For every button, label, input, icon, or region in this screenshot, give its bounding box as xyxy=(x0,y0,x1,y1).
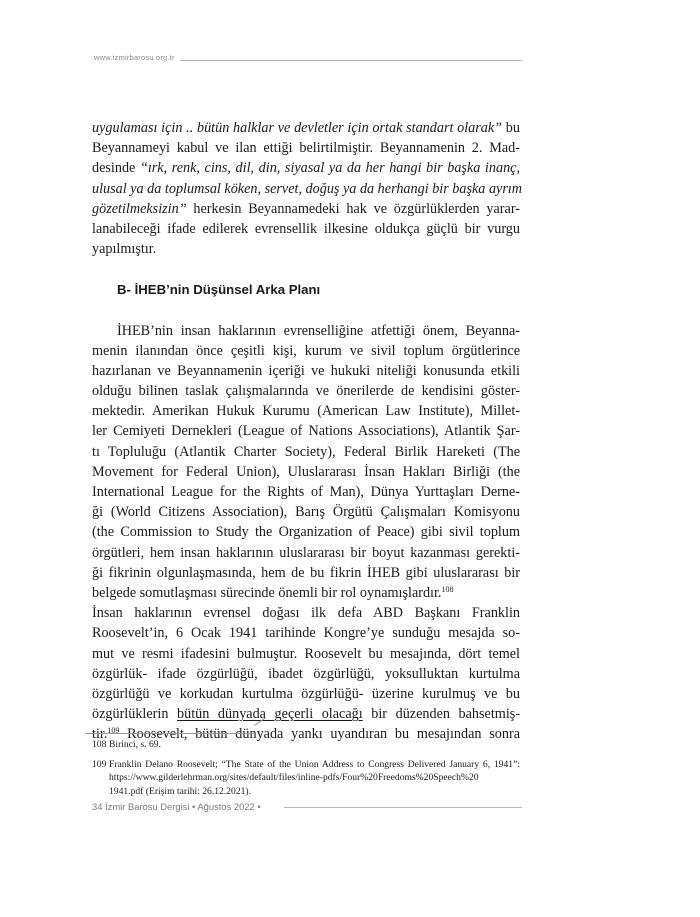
paragraph-line: yapılmıştır. xyxy=(92,241,157,258)
footnote-number: 109 xyxy=(92,758,107,770)
body-text: desinde xyxy=(92,160,140,177)
paragraph-line: Roosevelt’in, 6 Ocak 1941 tarihinde Kongre’ye sunduğu mesajda so- xyxy=(92,625,520,642)
body-text: özgürlüklerin xyxy=(92,706,178,723)
footer-page-info: 34 İzmir Barosu Dergisi • Ağustos 2022 • xyxy=(92,801,261,812)
paragraph-line xyxy=(92,118,520,138)
body-text: bu xyxy=(502,120,520,136)
paragraph-line xyxy=(92,199,520,219)
section-heading: B- İHEB’nin Düşünsel Arka Planı xyxy=(117,282,321,298)
paragraph-line: özgürlük- ifade özgürlüğü, ibadet özgürlüğü, yoksulluktan kurtulma xyxy=(92,665,520,682)
paragraph-1 xyxy=(92,118,523,259)
quote-text: gözetilmeksizin” xyxy=(92,200,187,217)
header-url: www.izmirbarosu.org.tr xyxy=(94,53,175,62)
underlined-text: bütün dünyada geçerli olacağı xyxy=(177,706,363,723)
footnote-separator xyxy=(86,724,270,734)
header-rule xyxy=(180,60,522,61)
body-text: herkesin Beyannamedeki hak ve özgürlüklerden yarar- xyxy=(186,200,520,217)
footnote-ref[interactable]: 108 xyxy=(441,584,454,594)
paragraph-line: mut ve resmi ifadesini bulmuştur. Roosevelt bu mesajında, dört temel xyxy=(92,645,520,662)
paragraph-line: ği fikrinin olgunlaşmasında, hem de bu fikrin İHEB gibi uluslararası bir xyxy=(92,564,520,581)
paragraph-line: Beyannameyi kabul ve ilan ettiği belirtilmiştir. Beyannamenin 2. Mad- xyxy=(92,140,520,157)
footnote-url[interactable]: https://www.gilderlehrman.org/sites/default/files/inline-pdfs/Four%20Freedoms%20Speech%20 xyxy=(109,772,479,783)
body-text: Roosevelt, bütün dünyada yankı uyandıran bu mesajından sonra xyxy=(119,726,520,743)
body-text: bir düzenden bahsetmiş- xyxy=(362,706,521,723)
body-text: belgede somutlaşması sürecinde önemli bir rol oynamışlardır. xyxy=(92,584,442,601)
quote-text: “ırk, renk, cins, dil, din, siyasal ya da her hangi bir başka inanç, xyxy=(139,160,521,177)
paragraph-line: İHEB’nin insan haklarının evrenselliğine atfettiği önem, Beyanna- xyxy=(117,322,520,339)
paragraph-line xyxy=(92,704,520,724)
footnote-text: Franklin Delano Roosevelt; “The State of the Union Address to Congress Delivered January 6, 1941”: xyxy=(109,758,520,770)
paragraph-line: hazırlanan ve Beyannamenin içeriği ve hukuki niteliği konusunda etkili xyxy=(92,362,520,379)
paragraph-line: İnsan haklarının evrensel doğası ilk defa ABD Başkanı Franklin xyxy=(92,605,520,622)
body-text: tir. xyxy=(92,726,108,743)
footnote-text: Birinci, s. 69. xyxy=(109,739,161,750)
paragraph-2 xyxy=(92,321,520,604)
paragraph-line: olduğu bilinen taslak çalışmalarında ve önerilerde de kendisini göster- xyxy=(92,383,520,400)
footer-rule xyxy=(284,807,522,808)
article-body xyxy=(92,118,523,744)
paragraph-line xyxy=(92,583,520,603)
paragraph-line: örgütleri, hem insan haklarının uluslararası bir boyut kazanması gerekti- xyxy=(92,544,520,561)
running-header xyxy=(94,53,522,67)
paragraph-line: özgürlüğü ve korkudan kurtulma özgürlüğü- üzerine kurulmuş ve bu xyxy=(92,685,520,702)
paragraph-line: menin ilanından önce çeşitli kişi, kurum ve sivil toplum örgütlerince xyxy=(92,342,520,359)
quote-text: uygulaması için .. bütün halklar ve devletler için ortak standart olarak” xyxy=(92,120,503,136)
paragraph-line: tı Topluluğu (Atlantik Charter Society), Federal Birlik Hareketi (The xyxy=(92,443,520,460)
footnote-ref[interactable]: 109 xyxy=(107,726,120,736)
footnotes xyxy=(92,738,520,798)
footnote-text: 1941.pdf (Erişim tarihi: 26.12.2021). xyxy=(109,785,252,797)
paragraph-line: ulusal ya da toplumsal köken, servet, doğuş ya da herhangi bir başka ayrım xyxy=(92,180,523,197)
paragraph-line: lanabileceği ifade edilerek evrensellik ilkesine oldukça güçlü bir vurgu xyxy=(92,220,520,237)
footnote-109 xyxy=(92,758,520,799)
paragraph-line: (the Commission to Study the Organization of Peace) gibi sivil toplum xyxy=(92,524,520,541)
paragraph-line: Movement for Federal Union), Uluslararası İnsan Hakları Birliği (the xyxy=(92,463,520,480)
paragraph-line: ği (World Citizens Association), Barış Örgütü Çalışmaları Komisyonu xyxy=(92,504,520,521)
footnote-108 xyxy=(92,738,520,752)
footnote-number: 108 xyxy=(92,739,107,750)
paragraph-line: International League for the Rights of Man), Dünya Yurttaşları Derne- xyxy=(92,484,520,500)
paragraph-line: mektedir. Amerikan Hukuk Kurumu (American Law Institute), Millet- xyxy=(92,403,520,420)
paragraph-line xyxy=(92,158,520,178)
running-footer xyxy=(92,801,522,815)
paragraph-line: ler Cemiyeti Dernekleri (League of Nations Associations), Atlantik Şar- xyxy=(92,423,520,440)
